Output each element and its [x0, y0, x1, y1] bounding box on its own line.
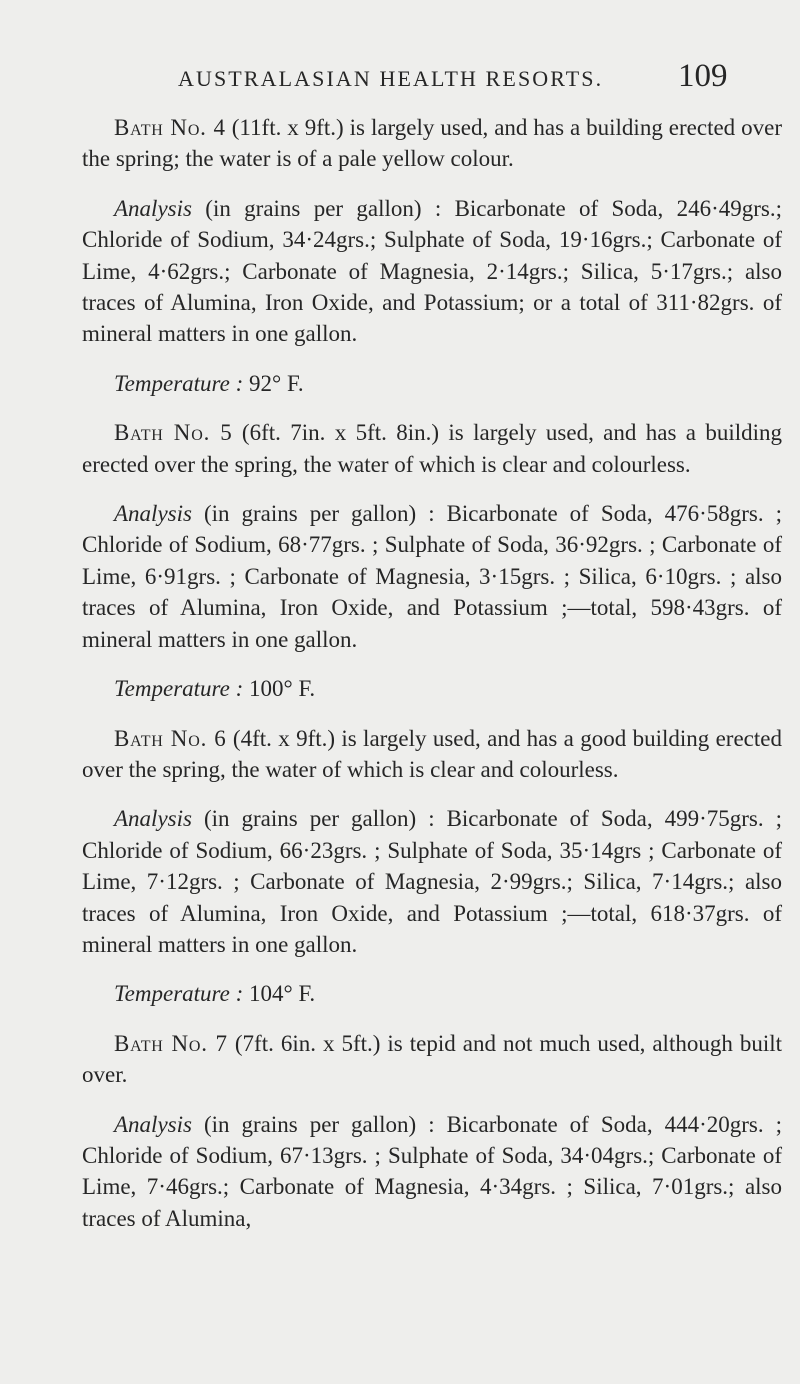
bath-5-temperature — [82, 673, 782, 704]
bath-7-analysis-label: Analysis — [114, 1111, 192, 1137]
bath-5-analysis-text: (in grains per gallon) : Bicarbonate of Soda, 476·58grs. ; Chloride of Sodium, 68·77grs. ; Sulphate of Soda, 36·92grs. ; Carbonate of Lime, 6·91grs. ; Carbonate of Magnesia, 3·15grs. ; Silica, 6·10grs. ; also traces of Alumina, Iron Oxide, and Potassium ;—total, 598·43grs. of mineral matters in one gallon. — [82, 501, 782, 652]
bath-4-temperature-label: Temperature : — [114, 370, 244, 396]
bath-5-temperature-label: Temperature : — [114, 676, 244, 702]
bath-5-temperature-value: 100° F. — [243, 676, 316, 702]
bath-6-label: Bath No. 6 — [114, 725, 227, 751]
bath-4-temperature-value: 92° F. — [243, 370, 304, 396]
bath-5-label: Bath No. 5 — [114, 420, 233, 446]
bath-6-analysis-label: Analysis — [114, 806, 192, 832]
bath-4-analysis-label: Analysis — [114, 195, 192, 221]
bath-6-paragraph — [82, 723, 782, 786]
page-number: 109 — [678, 58, 728, 94]
bath-7-label: Bath No. 7 — [114, 1030, 228, 1056]
bath-6-temperature-value: 104° F. — [243, 981, 316, 1007]
bath-4-temperature — [82, 368, 782, 399]
bath-4-label: Bath No. 4 — [114, 115, 226, 140]
bath-5-analysis-label: Analysis — [114, 501, 192, 527]
bath-6-temperature-label: Temperature : — [114, 981, 244, 1007]
bath-4-paragraph — [82, 112, 782, 175]
bath-6-analysis — [82, 803, 782, 960]
running-head — [0, 58, 800, 106]
bath-6-description: (4ft. x 9ft.) is largely used, and has a good building erected over the spring, the water of which is clear and colourless. — [82, 725, 782, 782]
bath-5-paragraph — [82, 417, 782, 480]
bath-7-analysis-text: (in grains per gallon) : Bicarbonate of Soda, 444·20grs. ; Chloride of Sodium, 67·13grs. ; Sulphate of Soda, 34·04grs.; Carbonate of Lime, 7·46grs.; Carbonate of Magnesia, 4·34grs. ; Silica, 7·01grs.; also traces of Alumina, — [82, 1111, 782, 1231]
bath-5-description: (6ft. 7in. x 5ft. 8in.) is largely used, and has a building erected over the spring, the water of which is clear and colourless. — [82, 420, 782, 477]
running-title: AUSTRALASIAN HEALTH RESORTS. — [178, 66, 604, 91]
bath-7-analysis — [82, 1109, 782, 1235]
bath-4-analysis — [82, 193, 782, 350]
bath-7-description: (7ft. 6in. x 5ft.) is tepid and not much used, although built over. — [82, 1030, 783, 1088]
bath-6-temperature — [82, 978, 782, 1009]
bath-5-analysis — [82, 498, 782, 655]
bath-4-analysis-text: (in grains per gallon) : Bicarbonate of Soda, 246·49grs.; Chloride of Sodium, 34·24grs.; Sulphate of Soda, 19·16grs.; Carbonate of Lime, 4·62grs.; Carbonate of Magnesia, 2·14grs.; Silica, 5·17grs.; also traces of Alumina, Iron Oxide, and Potassium; or a total of 311·82grs. of mineral matters in one gallon. — [82, 195, 782, 347]
body-text — [82, 112, 782, 1252]
bath-6-analysis-text: (in grains per gallon) : Bicarbonate of Soda, 499·75grs. ; Chloride of Sodium, 66·23grs. ; Sulphate of Soda, 35·14grs ; Carbonate of Lime, 7·12grs. ; Carbonate of Magnesia, 2·99grs.; Silica, 7·14grs.; also traces of Alumina, Iron Oxide, and Potassium ;—total, 618·37grs. of mineral matters in one gallon. — [82, 806, 782, 957]
bath-7-paragraph — [82, 1028, 782, 1091]
bath-4-description: (11ft. x 9ft.) is largely used, and has a building erected over the spring; the water is of a pale yellow colour. — [82, 115, 782, 172]
